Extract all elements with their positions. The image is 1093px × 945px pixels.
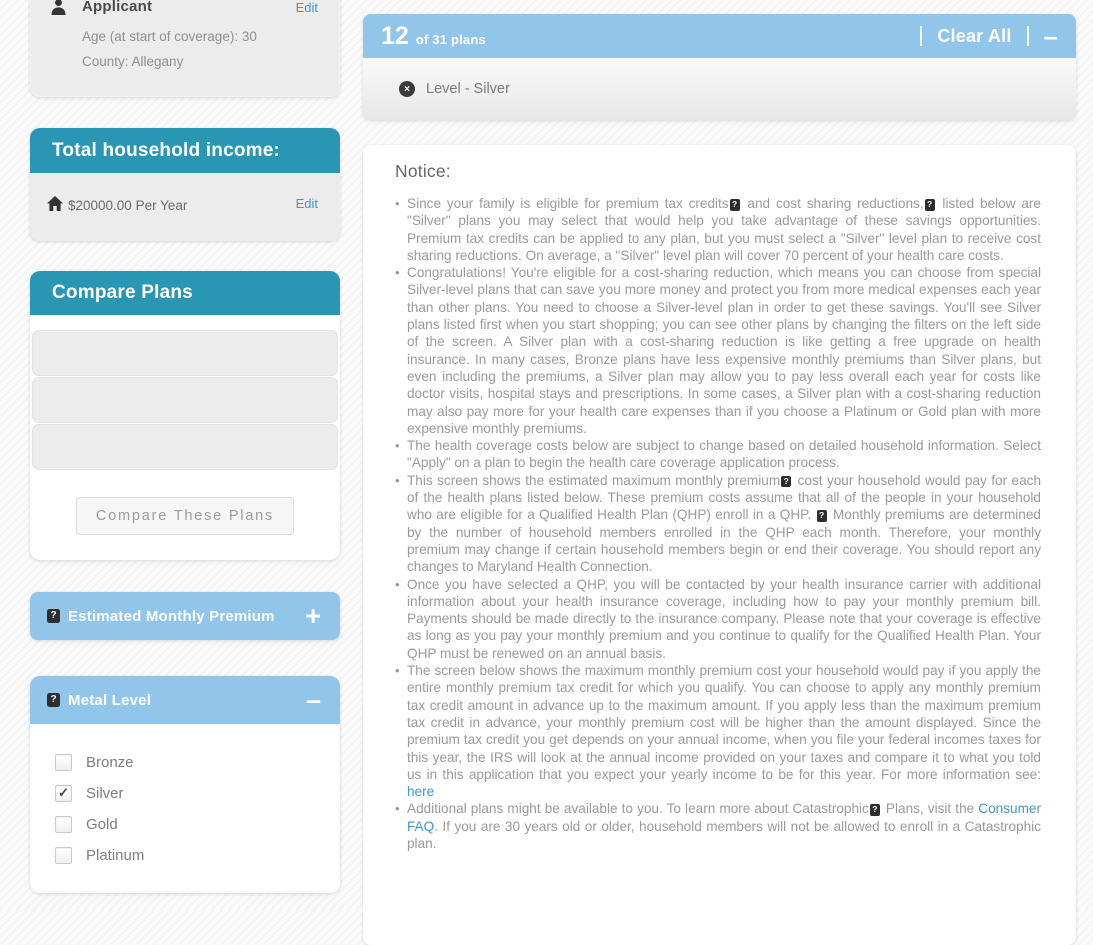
compare-these-plans-button[interactable]: Compare These Plans: [76, 497, 294, 535]
applicant-card: [30, 0, 340, 97]
filter-chip-label: Level - Silver: [426, 81, 510, 97]
applicant-title: Applicant: [82, 0, 153, 15]
applicant-edit-link[interactable]: Edit: [295, 0, 318, 15]
metal-level-options: [30, 724, 340, 864]
help-icon[interactable]: ?: [870, 804, 880, 816]
notice-bullet: • This screen shows the estimated maximum monthly premium ? cost your household would pay for each of the health plans listed below. These premium costs assume that all of the people in your household who are eligible for a Qualified Health Plan (QHP) enroll in a QHP. ? Monthly premiums are determined by the number of household members enrolled in the QHP each month. Therefore, your monthly premium may change if certain household members begin or end their coverage. You should report any changes to Maryland Health Connection.: [407, 472, 1041, 576]
compare-plans-header: [30, 271, 340, 315]
estimated-monthly-premium-filter[interactable]: ? Estimated Monthly Premium +: [30, 592, 340, 640]
compare-slot: [32, 424, 338, 470]
notice-list: [395, 195, 1041, 852]
checkbox-platinum[interactable]: [55, 847, 72, 864]
income-value: $20000.00 Per Year: [68, 198, 188, 213]
metal-option-silver: [55, 784, 340, 802]
help-icon[interactable]: ?: [925, 199, 935, 211]
compare-slot: [32, 330, 338, 376]
filter-chip-level-silver: [399, 81, 510, 97]
income-edit-link[interactable]: Edit: [295, 196, 318, 211]
notice-panel: [363, 145, 1076, 945]
help-icon[interactable]: ?: [47, 609, 60, 623]
notice-bullet: • The screen below shows the maximum monthly premium cost your household would pay if you apply the entire monthly premium tax credit for which you qualify. You can choose to apply any monthly premium tax credit amount in advance up to the maximum amount. If you apply less than the maximum premium tax credit in advance, your monthly premium cost will be higher than the amount displayed. Since the premium tax credit you get depends on your annual income, when you file your federal incomes taxes for this year, the IRS will look at the annual income provided on your taxes and compare it to what you told us in this application that you expect your yearly income to be for this year. For more information see: here: [407, 662, 1041, 800]
compare-plans-card: [30, 271, 340, 560]
notice-bullet: • Since your family is eligible for premium tax credits ? and cost sharing reductions, ? listed below are "Silver" plans you may select that would help you take advantage of these savings opportunities. Premium tax credits can be applied to any plan, but you must select a "Silver" level plan to receive cost sharing reductions. On average, a "Silver" level plan will cover 70 percent of your health care costs.: [407, 195, 1041, 264]
remove-filter-icon[interactable]: ×: [399, 81, 415, 97]
notice-bullet: • The health coverage costs below are subject to change based on detailed household information. Select "Apply" on a plan to begin the health care coverage application process.: [407, 437, 1041, 472]
help-icon[interactable]: ?: [781, 476, 791, 488]
plan-count-of: of 31 plans: [415, 32, 486, 47]
notice-bullet: • Congratulations! You're eligible for a cost-sharing reduction, which means you can choose from special Silver-level plans that can save you more money and protect you from more medical expenses each year than other plans. You need to choose a Silver-level plan in order to get these savings. You'll see Silver plans listed first when you start shopping; you can see other plans by changing the filters on the left side of the screen. A Silver plan with a cost-sharing reduction is like getting a free upgrade on health insurance. In many cases, Bronze plans have less expensive monthly premiums than Silver plans, but even including the premiums, a Silver plan may allow you to pay less overall each year for costs like doctor visits, hospital stays and prescriptions. In some cases, a Silver plan with a cost-sharing reduction may also pay more for your health care expenses than if you choose a Platinum or Gold plan with more expensive monthly premiums.: [407, 264, 1041, 437]
results-filter-panel: [363, 14, 1076, 120]
collapse-icon[interactable]: –: [1043, 21, 1058, 51]
clear-all-button[interactable]: Clear All: [937, 25, 1012, 46]
checkbox-bronze[interactable]: [55, 754, 72, 771]
divider: [1027, 26, 1029, 46]
compare-slots: [32, 330, 338, 470]
help-icon[interactable]: ?: [47, 693, 60, 707]
checkbox-gold[interactable]: [55, 816, 72, 833]
notice-bullet: • Additional plans might be available to you. To learn more about Catastrophic ? Plans, visit the Consumer FAQ. If you are 30 years old or older, household members will not be allowed to enroll in a Catastrophic plan.: [407, 800, 1041, 852]
plan-count: 12: [381, 22, 409, 50]
results-header: [363, 14, 1076, 58]
metal-level-card: [30, 676, 340, 893]
here-link[interactable]: here: [407, 784, 435, 800]
home-icon: [47, 196, 63, 216]
divider: [920, 26, 922, 46]
applicant-county: County: Allegany: [82, 54, 184, 69]
metal-option-gold: [55, 815, 340, 833]
checkbox-label: Silver: [86, 784, 124, 802]
notice-title: Notice:: [395, 161, 451, 181]
notice-bullet: • Once you have selected a QHP, you will be contacted by your health insurance carrier with additional information about your health insurance coverage, including how to pay your monthly premium bill. Payments should be made directly to the insurance company. Please note that your coverage is effective as long as you pay your monthly premium and you continue to qualify for the Qualified Health Plan. Your QHP must be renewed on an annual basis.: [407, 576, 1041, 662]
income-title: Total household income:: [52, 139, 281, 161]
help-icon[interactable]: ?: [817, 510, 827, 522]
help-icon[interactable]: ?: [730, 199, 740, 211]
checkbox-label: Platinum: [86, 846, 145, 864]
compare-plans-title: Compare Plans: [52, 282, 193, 303]
checkbox-silver[interactable]: ✓: [55, 785, 72, 802]
income-card: [30, 128, 340, 241]
checkbox-label: Bronze: [86, 753, 134, 771]
income-header: [30, 128, 340, 173]
applicant-age: Age (at start of coverage): 30: [82, 29, 257, 44]
metal-option-platinum: [55, 846, 340, 864]
compare-slot: [32, 377, 338, 423]
consumer-faq-link[interactable]: Consumer FAQ: [407, 801, 1041, 834]
metal-level-header[interactable]: ? Metal Level –: [30, 676, 340, 724]
premium-filter-label: Estimated Monthly Premium: [68, 607, 275, 625]
metal-option-bronze: [55, 753, 340, 771]
active-filters-bar: [363, 58, 1076, 120]
checkbox-label: Gold: [86, 815, 118, 833]
person-icon: [50, 0, 67, 21]
metal-level-label: Metal Level: [68, 691, 152, 709]
